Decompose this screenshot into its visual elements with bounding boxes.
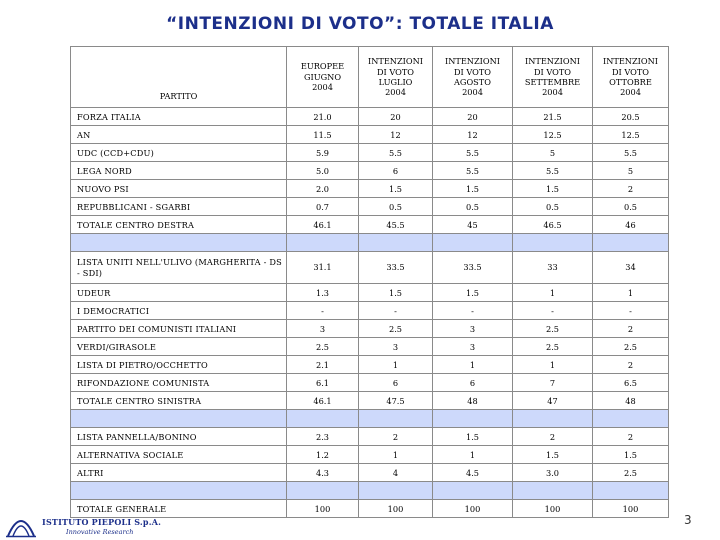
header-text: 2004 <box>462 87 483 98</box>
value-cell: 47.5 <box>359 392 433 410</box>
value-cell: 21.5 <box>513 108 593 126</box>
value-cell: 20.5 <box>593 108 669 126</box>
value-cell: 6 <box>359 374 433 392</box>
value-cell: 5.0 <box>287 162 359 180</box>
value-cell: 5.5 <box>359 144 433 162</box>
empty-cell <box>287 482 359 500</box>
header-text: 2004 <box>385 87 406 98</box>
value-cell: 1.5 <box>433 428 513 446</box>
value-cell: 20 <box>359 108 433 126</box>
value-cell: 1.2 <box>287 446 359 464</box>
value-cell: - <box>287 302 359 320</box>
table-row <box>71 428 669 446</box>
value-cell: 48 <box>433 392 513 410</box>
page-number: 3 <box>684 513 692 527</box>
brand-tagline: Innovative Research <box>66 528 134 536</box>
value-cell: 0.5 <box>359 198 433 216</box>
party-name-cell: RIFONDAZIONE COMUNISTA <box>71 374 287 392</box>
header-text: DI VOTO <box>533 66 572 77</box>
value-cell: 6 <box>359 162 433 180</box>
value-cell: 5.5 <box>433 162 513 180</box>
value-cell: 6.1 <box>287 374 359 392</box>
value-cell: - <box>359 302 433 320</box>
header-text: LUGLIO <box>378 77 413 87</box>
value-cell: - <box>513 302 593 320</box>
value-cell: 21.0 <box>287 108 359 126</box>
table-separator-row <box>71 482 669 500</box>
value-cell: 2.3 <box>287 428 359 446</box>
brand-name: ISTITUTO PIEPOLI S.p.A. <box>42 517 162 527</box>
value-cell: 1 <box>513 284 593 302</box>
table-row <box>71 338 669 356</box>
party-name-cell: I DEMOCRATICI <box>71 302 287 320</box>
value-cell: 3 <box>433 338 513 356</box>
table-separator-row <box>71 234 669 252</box>
value-cell: 48 <box>593 392 669 410</box>
table-row <box>71 464 669 482</box>
value-cell: 2.1 <box>287 356 359 374</box>
party-name-cell: ALTERNATIVA SOCIALE <box>71 446 287 464</box>
header-text: INTENZIONI <box>524 56 581 67</box>
value-cell: 33 <box>513 252 593 284</box>
value-cell: 2.0 <box>287 180 359 198</box>
header-agosto <box>433 47 513 108</box>
value-cell: 1.5 <box>433 180 513 198</box>
party-name-cell: ALTRI <box>71 464 287 482</box>
table-row <box>71 374 669 392</box>
value-cell: 45 <box>433 216 513 234</box>
value-cell: 46.1 <box>287 216 359 234</box>
value-cell: 1.5 <box>359 180 433 198</box>
table-row-total <box>71 392 669 410</box>
value-cell: - <box>433 302 513 320</box>
table-row <box>71 302 669 320</box>
header-text: DI VOTO <box>376 66 415 77</box>
header-text: SETTEMBRE <box>524 77 581 87</box>
header-text: INTENZIONI <box>444 56 501 67</box>
value-cell: 7 <box>513 374 593 392</box>
party-name-cell: VERDI/GIRASOLE <box>71 338 287 356</box>
value-cell: - <box>593 302 669 320</box>
value-cell: 5.5 <box>593 144 669 162</box>
table-row <box>71 252 669 284</box>
value-cell: 1 <box>593 284 669 302</box>
table-row <box>71 126 669 144</box>
value-cell: 20 <box>433 108 513 126</box>
empty-cell <box>593 482 669 500</box>
page-title: “INTENZIONI DI VOTO”: TOTALE ITALIA <box>166 14 554 34</box>
header-text: AGOSTO <box>454 77 491 87</box>
value-cell: 2 <box>593 428 669 446</box>
header-text: INTENZIONI <box>602 56 659 67</box>
value-cell: 12.5 <box>593 126 669 144</box>
party-name-cell: LEGA NORD <box>71 162 287 180</box>
empty-cell <box>513 234 593 252</box>
empty-cell <box>433 234 513 252</box>
value-cell: 1.5 <box>359 284 433 302</box>
table-row <box>71 180 669 198</box>
header-text: INTENZIONI <box>367 56 424 67</box>
value-cell: 2.5 <box>287 338 359 356</box>
header-text: DI VOTO <box>453 66 492 77</box>
value-cell: 3.0 <box>513 464 593 482</box>
party-name-cell: TOTALE CENTRO DESTRA <box>71 216 287 234</box>
value-cell: 1 <box>433 446 513 464</box>
value-cell: 100 <box>359 500 433 518</box>
party-name-cell: LISTA DI PIETRO/OCCHETTO <box>71 356 287 374</box>
value-cell: 2 <box>593 180 669 198</box>
table-row <box>71 144 669 162</box>
party-name-cell: UDEUR <box>71 284 287 302</box>
empty-cell <box>359 410 433 428</box>
value-cell: 4.3 <box>287 464 359 482</box>
empty-cell <box>513 482 593 500</box>
header-europee <box>287 47 359 108</box>
party-name-cell: FORZA ITALIA <box>71 108 287 126</box>
value-cell: 5 <box>513 144 593 162</box>
header-ottobre <box>593 47 669 108</box>
header-text: EUROPEE <box>300 61 345 72</box>
value-cell: 2 <box>593 356 669 374</box>
value-cell: 2 <box>359 428 433 446</box>
value-cell: 100 <box>433 500 513 518</box>
header-text: 2004 <box>312 82 333 93</box>
value-cell: 0.5 <box>433 198 513 216</box>
value-cell: 1.5 <box>513 446 593 464</box>
value-cell: 12.5 <box>513 126 593 144</box>
empty-cell <box>71 482 287 500</box>
value-cell: 1.5 <box>593 446 669 464</box>
value-cell: 1 <box>359 446 433 464</box>
empty-cell <box>287 234 359 252</box>
party-name-cell: PARTITO DEI COMUNISTI ITALIANI <box>71 320 287 338</box>
table-row-grand-total <box>71 500 669 518</box>
value-cell: 12 <box>433 126 513 144</box>
value-cell: 2.5 <box>359 320 433 338</box>
value-cell: 11.5 <box>287 126 359 144</box>
value-cell: 0.7 <box>287 198 359 216</box>
value-cell: 3 <box>287 320 359 338</box>
value-cell: 34 <box>593 252 669 284</box>
value-cell: 46.5 <box>513 216 593 234</box>
value-cell: 3 <box>359 338 433 356</box>
piepoli-logo-icon <box>4 510 38 538</box>
empty-cell <box>593 410 669 428</box>
party-name-cell: REPUBBLICANI - SGARBI <box>71 198 287 216</box>
party-name-cell: LISTA PANNELLA/BONINO <box>71 428 287 446</box>
value-cell: 0.5 <box>593 198 669 216</box>
value-cell: 2.5 <box>593 338 669 356</box>
table-row <box>71 356 669 374</box>
party-name-cell: NUOVO PSI <box>71 180 287 198</box>
value-cell: 2 <box>513 428 593 446</box>
header-settembre <box>513 47 593 108</box>
empty-cell <box>359 482 433 500</box>
value-cell: 5.5 <box>513 162 593 180</box>
value-cell: 100 <box>593 500 669 518</box>
value-cell: 1 <box>359 356 433 374</box>
empty-cell <box>359 234 433 252</box>
header-text: OTTOBRE <box>609 77 652 87</box>
value-cell: 5.9 <box>287 144 359 162</box>
voting-intentions-table <box>70 46 669 518</box>
value-cell: 0.5 <box>513 198 593 216</box>
party-name-cell: TOTALE CENTRO SINISTRA <box>71 392 287 410</box>
value-cell: 45.5 <box>359 216 433 234</box>
header-luglio <box>359 47 433 108</box>
table-separator-row <box>71 410 669 428</box>
value-cell: 1.5 <box>433 284 513 302</box>
value-cell: 33.5 <box>359 252 433 284</box>
table-header-row <box>71 47 669 108</box>
value-cell: 12 <box>359 126 433 144</box>
value-cell: 31.1 <box>287 252 359 284</box>
party-name-cell: UDC (CCD+CDU) <box>71 144 287 162</box>
empty-cell <box>593 234 669 252</box>
value-cell: 100 <box>287 500 359 518</box>
header-text: DI VOTO <box>611 66 650 77</box>
value-cell: 1 <box>433 356 513 374</box>
table-row-total <box>71 216 669 234</box>
party-name-cell: TOTALE GENERALE <box>71 500 287 518</box>
value-cell: 5 <box>593 162 669 180</box>
value-cell: 4 <box>359 464 433 482</box>
empty-cell <box>433 482 513 500</box>
header-text: 2004 <box>542 87 563 98</box>
empty-cell <box>287 410 359 428</box>
table-row <box>71 198 669 216</box>
value-cell: 2 <box>593 320 669 338</box>
value-cell: 33.5 <box>433 252 513 284</box>
value-cell: 100 <box>513 500 593 518</box>
value-cell: 6.5 <box>593 374 669 392</box>
table-row <box>71 162 669 180</box>
table-row <box>71 284 669 302</box>
value-cell: 2.5 <box>513 320 593 338</box>
party-name-cell: LISTA UNITI NELL'ULIVO (MARGHERITA - DS - SDI) <box>71 252 287 284</box>
value-cell: 5.5 <box>433 144 513 162</box>
value-cell: 46.1 <box>287 392 359 410</box>
empty-cell <box>71 410 287 428</box>
value-cell: 1 <box>513 356 593 374</box>
value-cell: 1.3 <box>287 284 359 302</box>
header-text: GIUGNO <box>303 71 342 82</box>
header-text: 2004 <box>620 87 641 98</box>
value-cell: 6 <box>433 374 513 392</box>
table-row <box>71 108 669 126</box>
empty-cell <box>71 234 287 252</box>
table-row <box>71 320 669 338</box>
value-cell: 4.5 <box>433 464 513 482</box>
table-row <box>71 446 669 464</box>
value-cell: 46 <box>593 216 669 234</box>
value-cell: 3 <box>433 320 513 338</box>
empty-cell <box>433 410 513 428</box>
value-cell: 2.5 <box>513 338 593 356</box>
value-cell: 1.5 <box>513 180 593 198</box>
empty-cell <box>513 410 593 428</box>
value-cell: 2.5 <box>593 464 669 482</box>
value-cell: 47 <box>513 392 593 410</box>
party-name-cell: AN <box>71 126 287 144</box>
header-partito: PARTITO <box>71 47 287 108</box>
